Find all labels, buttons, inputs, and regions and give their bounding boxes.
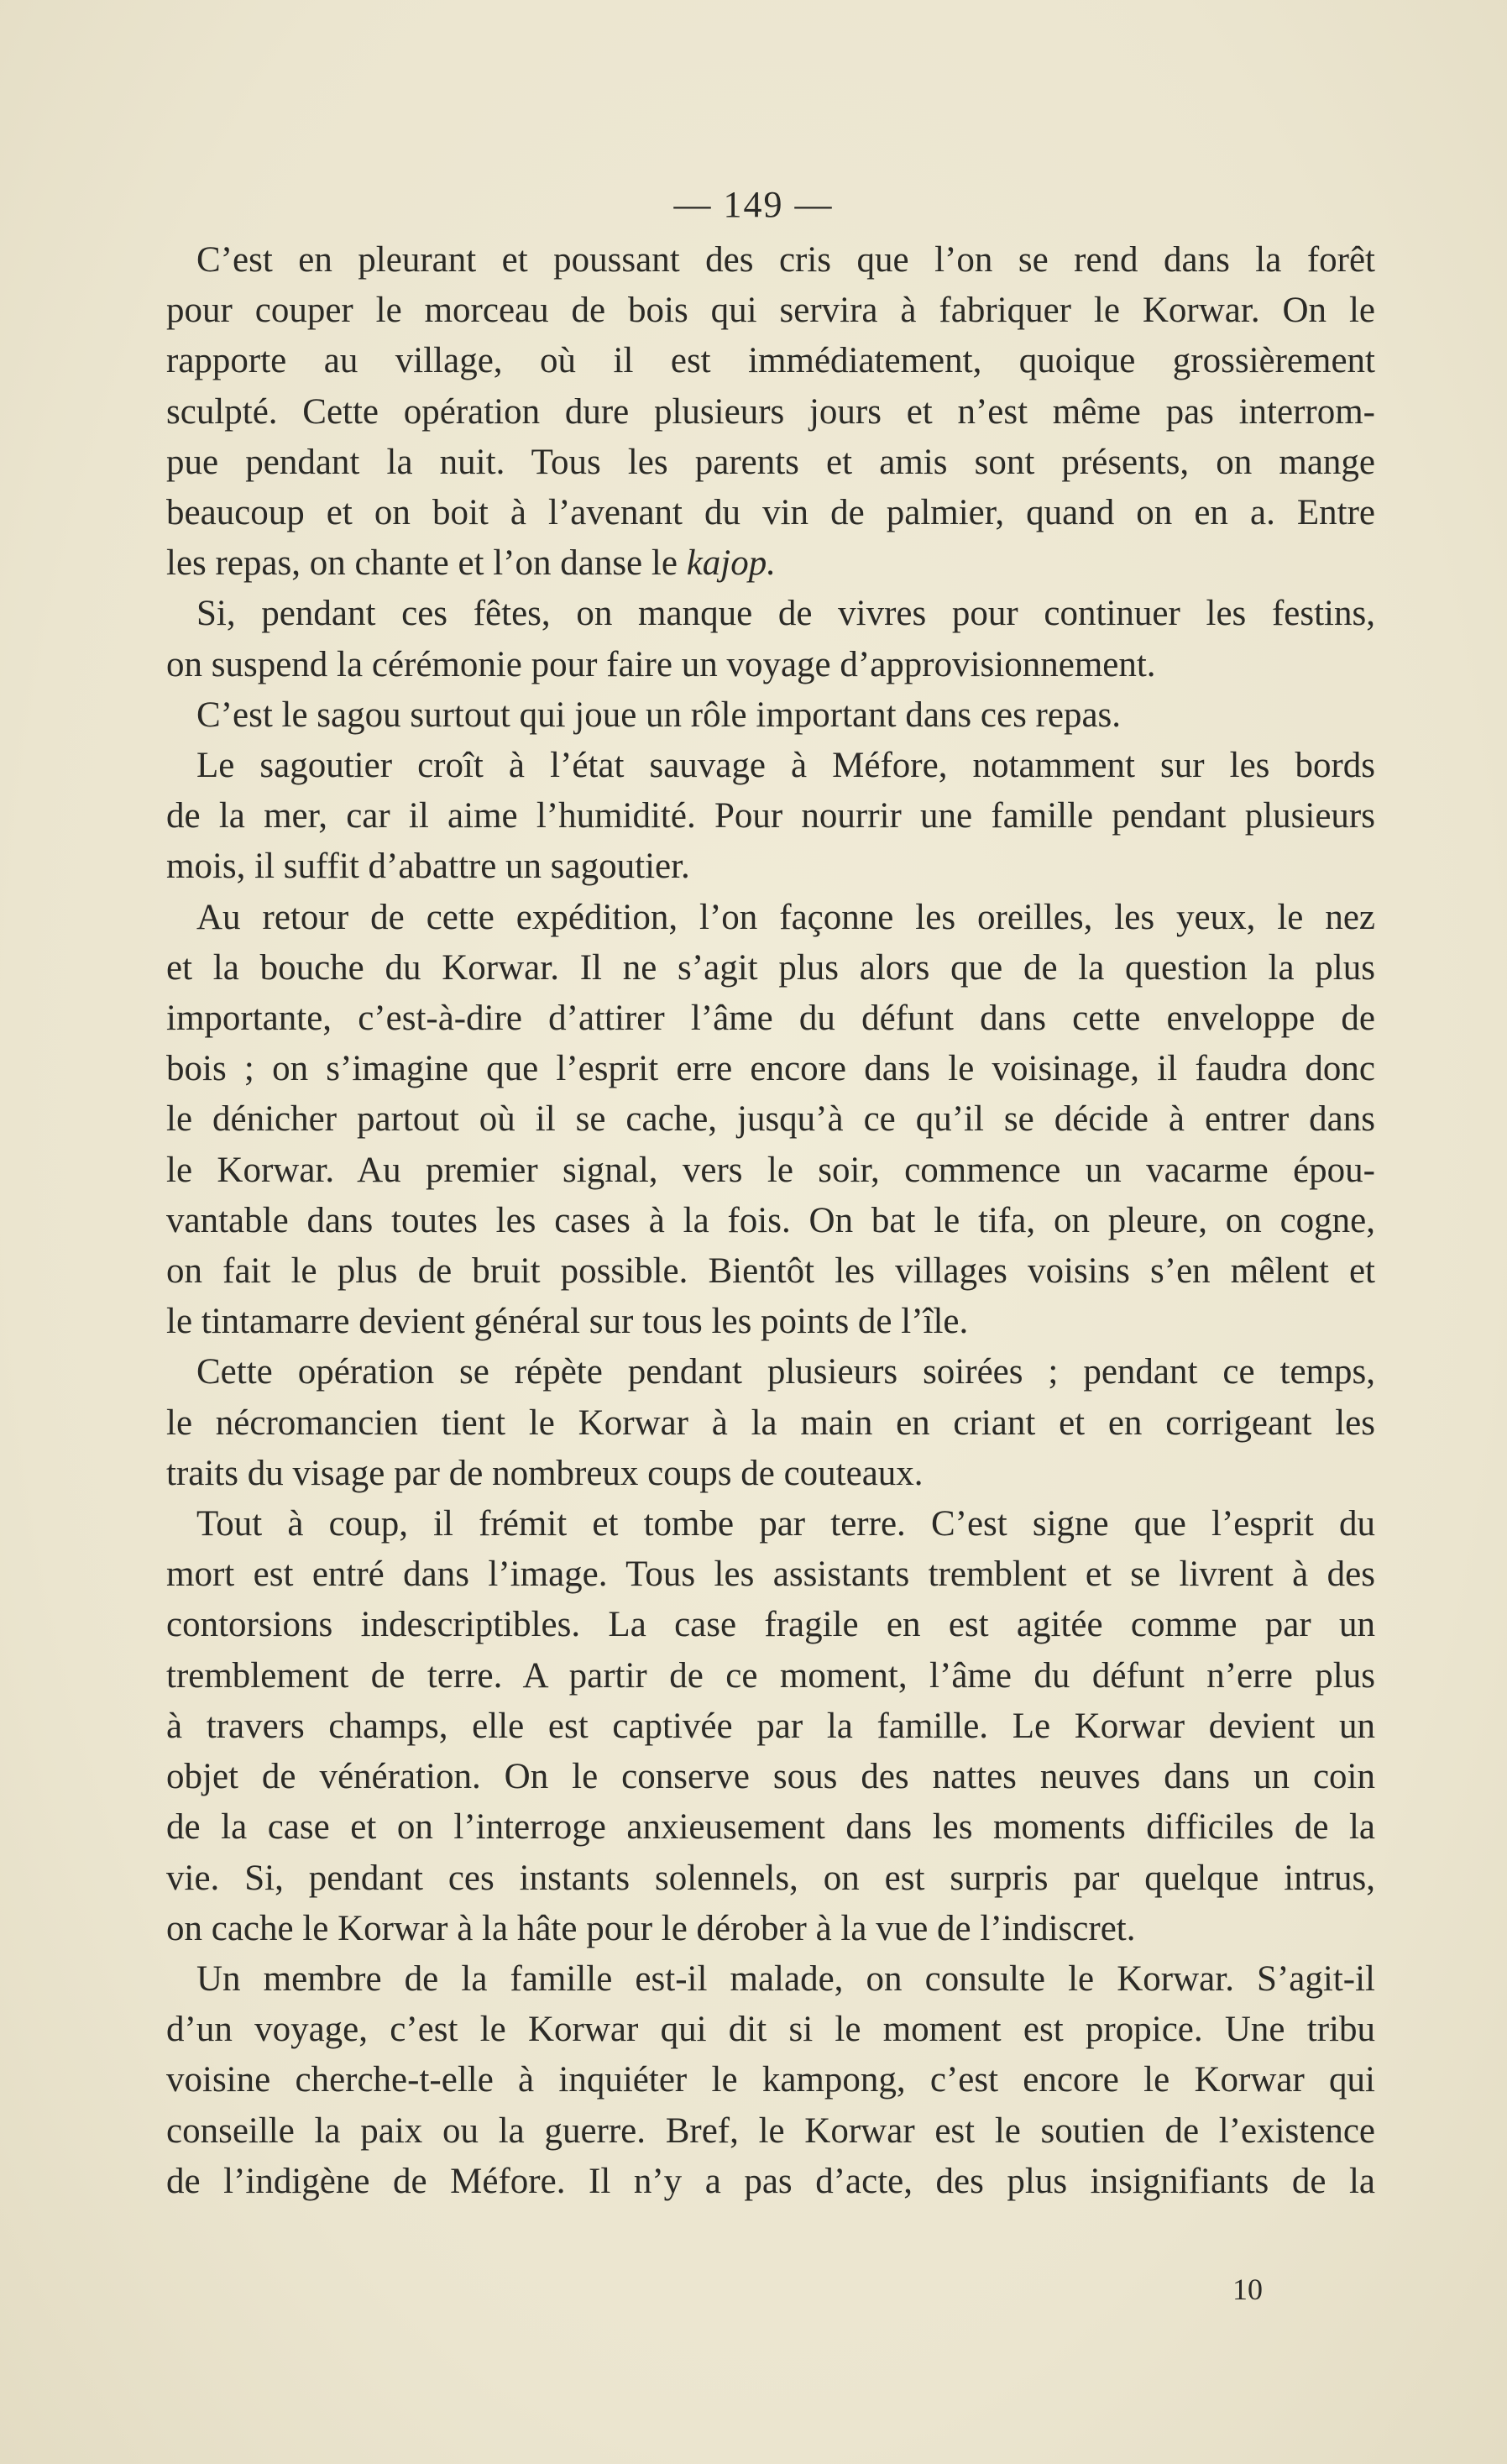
signature-mark: 10 <box>1232 2273 1263 2306</box>
text-line: de la case et on l’interroge anxieusement dans les moments difficiles de la <box>166 1807 1375 1848</box>
text-line: vantable dans toutes les cases à la fois. On bat le tifa, on pleure, on cogne, <box>166 1200 1375 1240</box>
text-line: le Korwar. Au premier signal, vers le soir, commence un vacarme épou- <box>166 1150 1375 1190</box>
text-line: le dénicher partout où il se cache, jusqu’à ce qu’il se décide à entrer dans <box>166 1099 1375 1140</box>
text-line: on cache le Korwar à la hâte pour le dérober à la vue de l’indiscret. <box>166 1908 1136 1948</box>
text-line: d’un voyage, c’est le Korwar qui dit si le moment est propice. Une tribu <box>166 2010 1375 2050</box>
text-line: vie. Si, pendant ces instants solennels, on est surpris par quelque intrus, <box>166 1858 1375 1898</box>
text-line: voisine cherche-t-elle à inquiéter le kampong, c’est encore le Korwar qui <box>166 2060 1375 2100</box>
text-line: de la mer, car il aime l’humidité. Pour nourrir une famille pendant plusieurs <box>166 796 1375 836</box>
paragraph <box>166 741 1375 893</box>
page-number: — 149 — <box>673 184 834 225</box>
text-line: objet de vénération. On le conserve sous des nattes neuves dans un coin <box>166 1757 1375 1797</box>
text-line: mort est entré dans l’image. Tous les assistants tremblent et se livrent à des <box>166 1554 1375 1595</box>
text-line: le tintamarre devient général sur tous les points de l’île. <box>166 1302 969 1342</box>
text-line: bois ; on s’imagine que l’esprit erre encore dans le voisinage, il faudra donc <box>166 1049 1375 1089</box>
text-line: rapporte au village, où il est immédiatement, quoique grossièrement <box>166 341 1375 381</box>
text-line: beaucoup et on boit à l’avenant du vin de palmier, quand on en a. Entre <box>166 493 1375 533</box>
text-line: le nécromancien tient le Korwar à la main en criant et en corrigeant les <box>166 1402 1375 1443</box>
text-line: Un membre de la famille est-il malade, on consulte le Korwar. S’agit-il <box>196 1958 1375 1999</box>
text-line: Le sagoutier croît à l’état sauvage à Méfore, notamment sur les bords <box>196 746 1375 786</box>
text-line: les repas, on chante et l’on danse le kajop. <box>166 543 776 584</box>
text-line: tremblement de terre. A partir de ce moment, l’âme du défunt n’erre plus <box>166 1655 1375 1696</box>
text-line: C’est le sagou surtout qui joue un rôle important dans ces repas. <box>196 695 1122 735</box>
paragraph <box>166 1347 1375 1499</box>
text-line: contorsions indescriptibles. La case fragile en est agitée comme par un <box>166 1605 1375 1645</box>
body-text <box>166 235 1375 2207</box>
text-line: traits du visage par de nombreux coups de couteaux. <box>166 1453 924 1493</box>
paragraph <box>166 1499 1375 1954</box>
text-line: et la bouche du Korwar. Il ne s’agit plus alors que de la question la plus <box>166 947 1375 988</box>
text-line: mois, il suffit d’abattre un sagoutier. <box>166 847 690 887</box>
text-line: Au retour de cette expédition, l’on façonne les oreilles, les yeux, le nez <box>196 897 1375 937</box>
italic-term: kajop. <box>686 543 776 584</box>
text-line: Tout à coup, il frémit et tombe par terre. C’est signe que l’esprit du <box>196 1504 1375 1544</box>
text-line: conseille la paix ou la guerre. Bref, le Korwar est le soutien de l’existence <box>166 2110 1375 2151</box>
text-line: Si, pendant ces fêtes, on manque de vivres pour continuer les festins, <box>196 594 1375 634</box>
text-line: pour couper le morceau de bois qui servira à fabriquer le Korwar. On le <box>166 291 1375 331</box>
paragraph <box>166 235 1375 589</box>
paragraph <box>166 1954 1375 2207</box>
text-line: Cette opération se répète pendant plusieurs soirées ; pendant ce temps, <box>196 1352 1375 1392</box>
paragraph <box>166 690 1375 741</box>
text-line: on suspend la cérémonie pour faire un voyage d’approvisionnement. <box>166 644 1156 684</box>
text-line: importante, c’est-à-dire d’attirer l’âme du défunt dans cette enveloppe de <box>166 999 1375 1039</box>
paragraph <box>166 589 1375 689</box>
text-line: sculpté. Cette opération dure plusieurs jours et n’est même pas interrom- <box>166 391 1375 432</box>
paragraph <box>166 893 1375 1348</box>
text-line: pue pendant la nuit. Tous les parents et amis sont présents, on mange <box>166 442 1375 482</box>
text-line: C’est en pleurant et poussant des cris que l’on se rend dans la forêt <box>196 240 1375 280</box>
text-line: on fait le plus de bruit possible. Bientôt les villages voisins s’en mêlent et <box>166 1251 1375 1292</box>
text-line: à travers champs, elle est captivée par la famille. Le Korwar devient un <box>166 1706 1375 1746</box>
text-line: de l’indigène de Méfore. Il n’y a pas d’acte, des plus insignifiants de la <box>166 2161 1375 2201</box>
